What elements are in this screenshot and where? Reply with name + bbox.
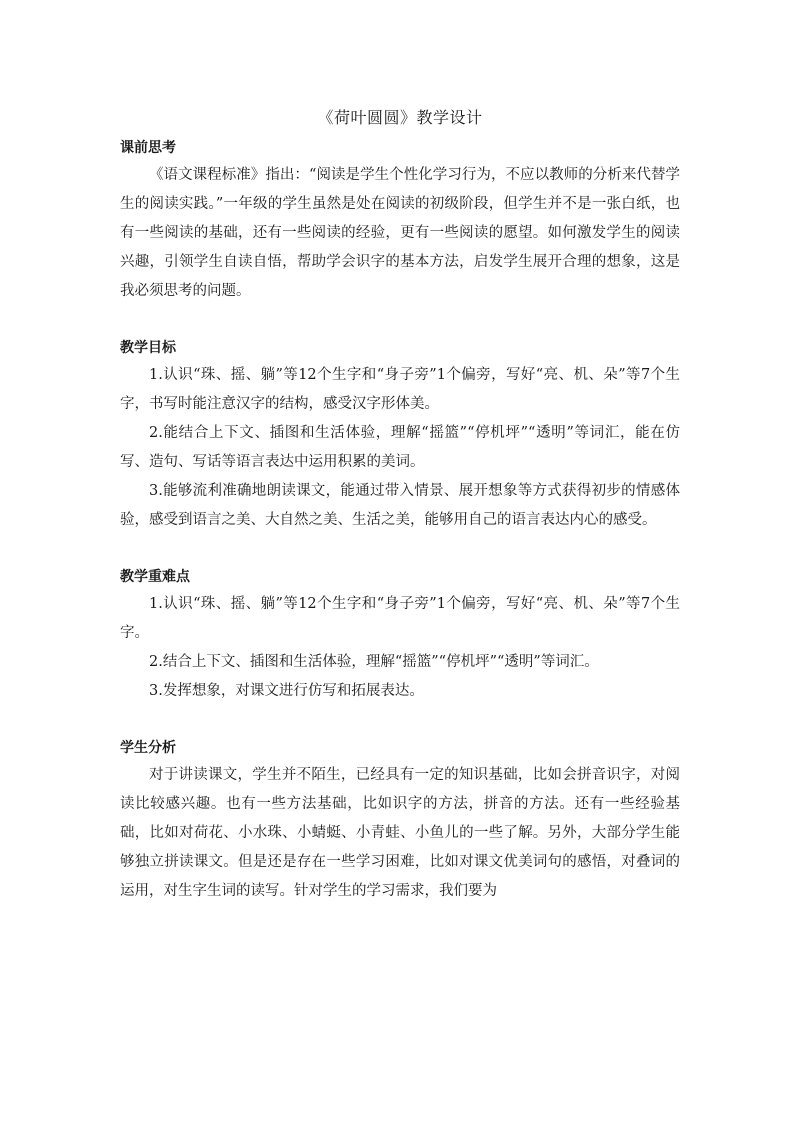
section-key-difficulties bbox=[120, 564, 680, 706]
section-student-analysis bbox=[120, 735, 680, 906]
paragraph: 3.发挥想象，对课文进行仿写和拓展表达。 bbox=[149, 683, 424, 699]
paragraph: 《语文课程标准》指出：“阅读是学生个性化学习行为，不应以教师的分析来代替学生的阅读实践。”一年级的学生虽然是处在阅读的初级阶段，但学生并不是一张白纸，也有一些阅读的基础，还有一些阅读的经验，更有一些阅读的愿望。如何激发学生的阅读兴趣，引领学生自读自悟，帮助学会识字的基本方法，启发学生展开合理的想象，这是我必须思考的问题。 bbox=[120, 167, 680, 299]
section-spacer bbox=[120, 706, 680, 735]
section-spacer bbox=[120, 535, 680, 564]
paragraph: 1.认识“珠、摇、躺”等12个生字和“身子旁”1个偏旁，写好“亮、机、朵”等7个生字，书写时能注意汉字的结构，感受汉字形体美。 bbox=[120, 367, 680, 412]
paragraph: 2.结合上下文、插图和生活体验，理解“摇篮”“停机坪”“透明”等词汇。 bbox=[149, 654, 599, 670]
section-teaching-objectives bbox=[120, 335, 680, 535]
section-heading: 课前思考 bbox=[120, 140, 176, 156]
paragraph: 3.能够流利准确地朗读课文，能通过带入情景、展开想象等方式获得初步的情感体验，感受到语言之美、大自然之美、生活之美，能够用自己的语言表达内心的感受。 bbox=[120, 483, 680, 528]
section-heading: 学生分析 bbox=[120, 740, 176, 756]
section-spacer bbox=[120, 306, 680, 335]
section-heading: 教学目标 bbox=[120, 340, 176, 356]
paragraph: 2.能结合上下文、插图和生活体验，理解“摇篮”“停机坪”“透明”等词汇，能在仿写、造句、写话等语言表达中运用积累的美词。 bbox=[120, 425, 680, 470]
paragraph: 对于讲读课文，学生并不陌生，已经具有一定的知识基础，比如会拼音识字，对阅读比较感兴趣。也有一些方法基础，比如识字的方法，拼音的方法。还有一些经验基础，比如对荷花、小水珠、小蜻蜓、小青蛙、小鱼儿的一些了解。另外，大部分学生能够独立拼读课文。但是还是存在一些学习困难，比如对课文优美词句的感悟，对叠词的运用，对生字生词的读写。针对学生的学习需求，我们要为 bbox=[120, 767, 680, 899]
section-pre-class-thinking bbox=[120, 135, 680, 306]
document-page bbox=[120, 103, 680, 906]
section-heading: 教学重难点 bbox=[120, 569, 190, 585]
document-title: 《荷叶圆圆》教学设计 bbox=[317, 108, 483, 127]
paragraph: 1.认识“珠、摇、躺”等12个生字和“身子旁”1个偏旁，写好“亮、机、朵”等7个生字。 bbox=[120, 596, 680, 641]
